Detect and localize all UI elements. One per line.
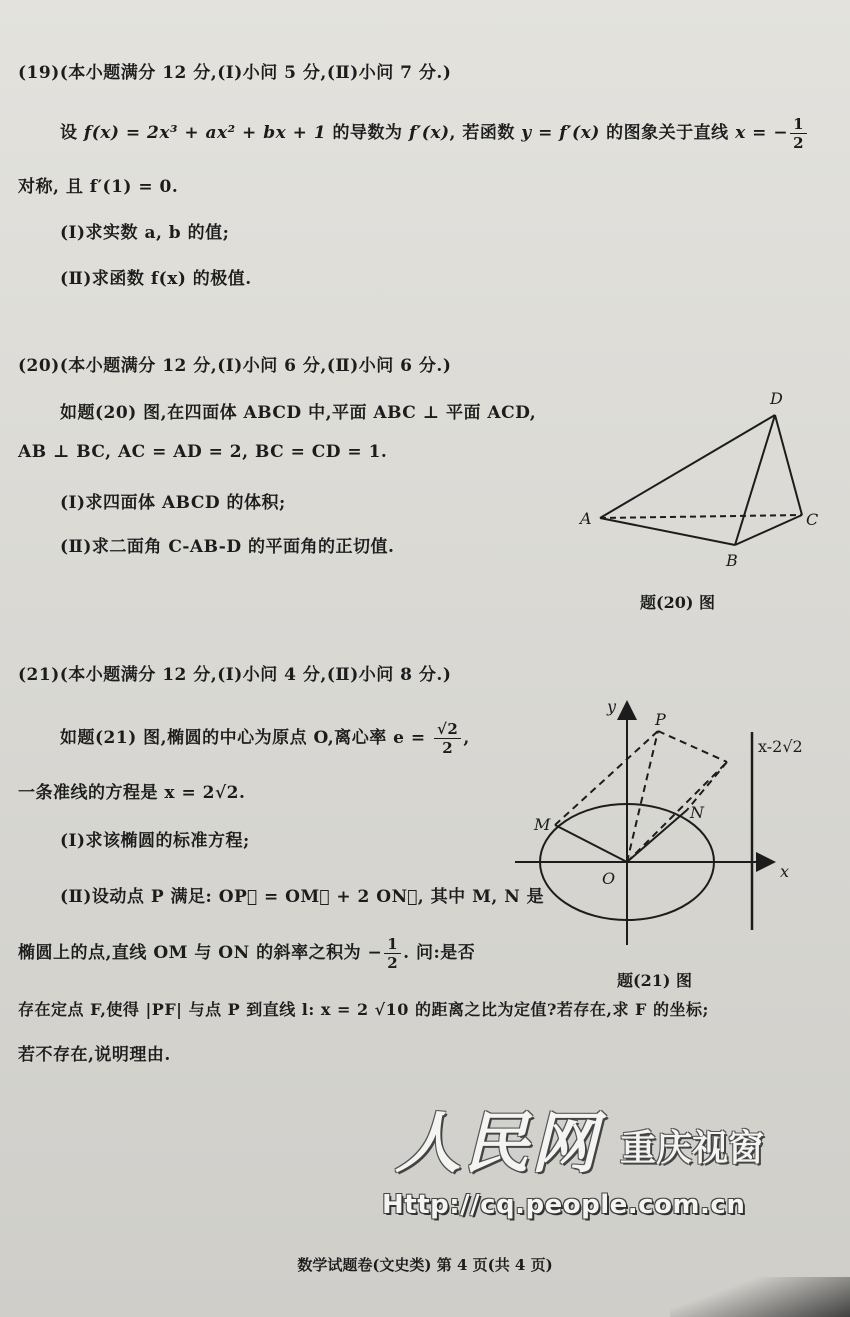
q21-line5: 若不存在,说明理由. xyxy=(18,1045,171,1065)
label-N: N xyxy=(690,803,704,822)
segment-ON xyxy=(627,810,687,862)
watermark-url: Http://cq.people.com.cn xyxy=(382,1190,746,1220)
watermark xyxy=(382,1090,815,1220)
q19-header: (19)(本小题满分 12 分,(Ⅰ)小问 5 分,(Ⅱ)小问 7 分.) xyxy=(18,63,452,83)
label-M: M xyxy=(534,815,551,834)
q21-part1: (Ⅰ)求该椭圆的标准方程; xyxy=(60,831,250,851)
label-D: D xyxy=(770,389,783,408)
fraction: $\frac{1}{2}$ xyxy=(790,115,807,152)
edge-AB xyxy=(600,518,735,545)
watermark-subtitle: 重庆视窗 xyxy=(620,1128,765,1169)
edge-BC xyxy=(735,515,802,545)
label-B: B xyxy=(726,551,738,570)
edge-AC-hidden xyxy=(600,515,802,518)
q21-line4: 存在定点 F,使得 |PF| 与点 P 到直线 l: x = 2 √10 的距离之比为定值?若存在,求 F 的坐标; xyxy=(18,1000,709,1019)
q20-figure-caption: 题(20) 图 xyxy=(640,593,715,612)
slope-fraction: $\frac{1}{2}$ xyxy=(384,935,401,972)
dashed-MP xyxy=(555,731,658,825)
edge-DC xyxy=(775,415,802,515)
q20-line1: 如题(20) 图,在四面体 ABCD 中,平面 ABC ⊥ 平面 ACD, xyxy=(60,403,537,423)
label-P: P xyxy=(655,710,666,729)
q21-part2: (Ⅱ)设动点 P 满足: OP⃗ = OM⃗ + 2 ON⃗, 其中 M, N 是 xyxy=(60,887,545,907)
q19-line2: 对称, 且 f′(1) = 0. xyxy=(18,177,179,197)
q20-header: (20)(本小题满分 12 分,(Ⅰ)小问 6 分,(Ⅱ)小问 6 分.) xyxy=(18,356,452,376)
q21-figure-caption: 题(21) 图 xyxy=(617,971,692,990)
dashed-P-corner xyxy=(658,731,727,762)
photo-shadow xyxy=(670,1277,850,1317)
eccentricity-fraction: $\frac{√2}{2}$ xyxy=(434,720,461,757)
label-A: A xyxy=(580,509,592,528)
q20-part2: (Ⅱ)求二面角 C-AB-D 的平面角的正切值. xyxy=(60,537,395,557)
q21-line3: 椭圆上的点,直线 OM 与 ON 的斜率之积为 − $\frac{1}{2}$ . 问:是否 xyxy=(18,935,476,972)
label-y: y xyxy=(607,697,617,716)
q21-header: (21)(本小题满分 12 分,(Ⅰ)小问 4 分,(Ⅱ)小问 8 分.) xyxy=(18,665,452,685)
q20-part1: (Ⅰ)求四面体 ABCD 的体积; xyxy=(60,493,286,513)
q19-line1: 设 f(x) = 2x³ + ax² + bx + 1 的导数为 f′(x), 若函数 y = f′(x) 的图象关于直线 x = − $\frac{1}{2}$ xyxy=(60,115,809,152)
page-footer: 数学试题卷(文史类) 第 4 页(共 4 页) xyxy=(297,1256,553,1274)
label-C: C xyxy=(806,510,819,529)
q21-line2: 一条准线的方程是 x = 2√2. xyxy=(18,783,246,803)
ellipse-figure xyxy=(510,690,830,960)
label-directrix: x-2√2 xyxy=(758,737,803,756)
tetrahedron-figure xyxy=(570,385,830,575)
label-O: O xyxy=(602,869,616,888)
q21-line1: 如题(21) 图,椭圆的中心为原点 O,离心率 e = $\frac{√2}{2}$ , xyxy=(60,720,470,757)
q19-part2: (Ⅱ)求函数 f(x) 的极值. xyxy=(60,269,252,289)
segment-OM xyxy=(555,825,627,862)
q19-part1: (Ⅰ)求实数 a, b 的值; xyxy=(60,223,230,243)
q20-line2: AB ⊥ BC, AC = AD = 2, BC = CD = 1. xyxy=(18,442,388,462)
label-x: x xyxy=(780,862,790,881)
watermark-logo: 人民网 xyxy=(395,1105,599,1182)
dashed-OP xyxy=(627,731,658,862)
